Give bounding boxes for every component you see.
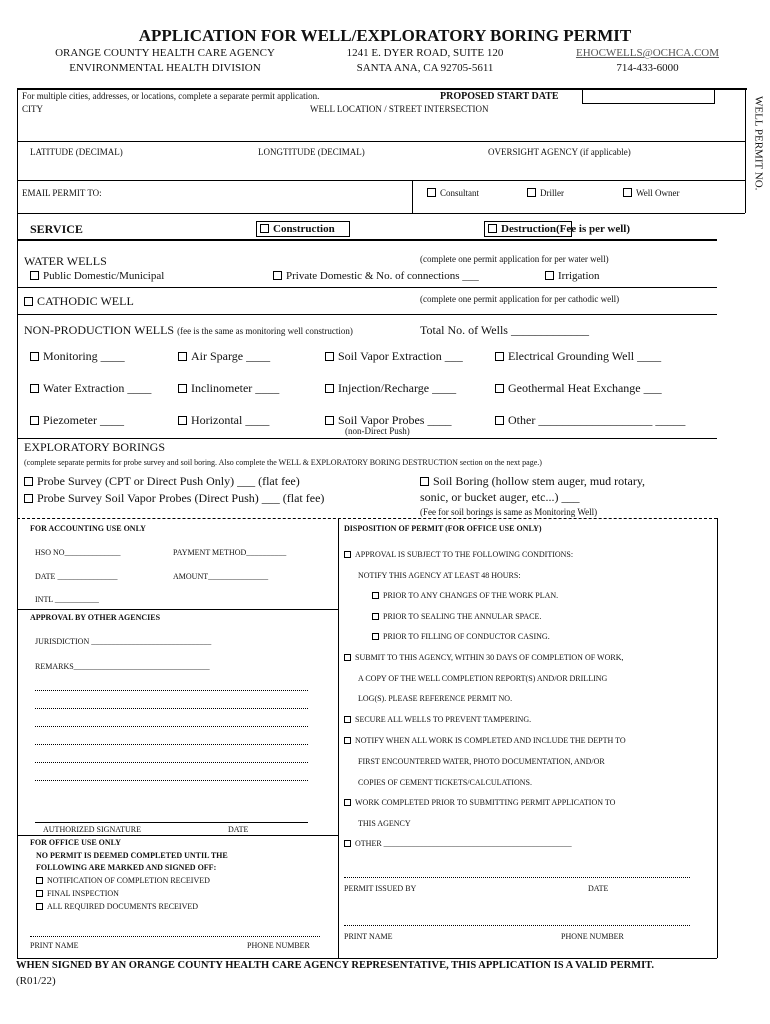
notify-line2: FIRST ENCOUNTERED WATER, PHOTO DOCUMENTATION, AND/OR [358,757,605,766]
inclinometer-checkbox[interactable] [178,384,187,393]
office-note-line2: FOLLOWING ARE MARKED AND SIGNED OFF: [36,863,217,872]
address-line1: 1241 E. DYER ROAD, SUITE 120 [346,47,504,59]
private-domestic-option[interactable]: Private Domestic & No. of connections ___ [273,270,479,283]
electrical-grounding-well-label: Electrical Grounding Well ____ [508,349,662,363]
work-plan-checkbox[interactable] [372,592,379,599]
phone-number: 714-433-6000 [616,62,679,74]
water-wells-title: WATER WELLS [24,254,107,268]
electrical-grounding-well-checkbox[interactable] [495,352,504,361]
driller-checkbox[interactable] [527,188,536,197]
water-extraction-label: Water Extraction ____ [43,381,152,395]
office-phone-label: PHONE NUMBER [247,941,310,950]
electrical-grounding-well-option[interactable] [495,350,661,364]
authorized-signature-label: AUTHORIZED SIGNATURE [43,825,141,834]
disposition-print-name-label: PRINT NAME [344,932,393,941]
proposed-start-label: PROPOSED START DATE [440,91,559,102]
documents-received-option[interactable]: ALL REQUIRED DOCUMENTS RECEIVED [36,902,198,911]
city-label: CITY [22,104,43,114]
soil-vapor-probes-label: Soil Vapor Probes ____ [338,413,452,427]
notify-completion-checkbox[interactable] [344,737,351,744]
proposed-start-field[interactable] [582,89,715,104]
other-well-label: Other ___________________ _____ [508,413,686,427]
prior-sealing-option[interactable]: PRIOR TO SEALING THE ANNULAR SPACE. [372,612,541,621]
air-sparge-label: Air Sparge ____ [191,349,271,363]
valid-permit-statement: WHEN SIGNED BY AN ORANGE COUNTY HEALTH CARE AGENCY REPRESENTATIVE, THIS APPLICATION IS A VALID PERMIT. [16,960,655,971]
private-domestic-checkbox[interactable] [273,271,282,280]
office-use-title: FOR OFFICE USE ONLY [30,838,122,847]
well-location-label: WELL LOCATION / STREET INTERSECTION [310,104,489,114]
piezometer-label: Piezometer ____ [43,413,124,427]
remarks-line[interactable] [35,744,308,745]
notification-checkbox[interactable] [36,877,43,884]
geothermal-heat-exchange-checkbox[interactable] [495,384,504,393]
notify-line3: COPIES OF CEMENT TICKETS/CALCULATIONS. [358,778,532,787]
disposition-title: DISPOSITION OF PERMIT (FOR OFFICE USE ONLY) [344,524,542,533]
final-inspection-option[interactable]: FINAL INSPECTION [36,889,119,898]
remarks-field[interactable]: REMARKS__________________________________ [35,662,210,671]
remarks-line[interactable] [35,690,308,691]
well-owner-option[interactable]: Well Owner [623,188,680,198]
injection-recharge-checkbox[interactable] [325,384,334,393]
monitoring-label: Monitoring ____ [43,349,125,363]
soil-boring-checkbox[interactable] [420,477,429,486]
water-wells-note: (complete one permit application for per water well) [420,254,609,264]
non-production-title: NON-PRODUCTION WELLS (fee is the same as monitoring well construction) [24,323,353,337]
probe-cpt-checkbox[interactable] [24,477,33,486]
air-sparge-option[interactable] [178,350,270,364]
agency-name: ORANGE COUNTY HEALTH CARE AGENCY [55,47,275,59]
other-well-checkbox[interactable] [495,416,504,425]
service-label: SERVICE [30,222,83,236]
submit-line2: A COPY OF THE WELL COMPLETION REPORT(S) AND/OR DRILLING [358,674,608,683]
signature-date-label: DATE [228,825,249,834]
approval-conditions-checkbox[interactable] [344,551,351,558]
cathodic-note: (complete one permit application for per cathodic well) [420,294,620,304]
well-owner-checkbox[interactable] [623,188,632,197]
public-domestic-checkbox[interactable] [30,271,39,280]
intl-field[interactable]: INTL ___________ [35,595,99,604]
disposition-phone-label: PHONE NUMBER [561,932,624,941]
work-line2: THIS AGENCY [358,819,411,828]
construction-label: Construction [273,223,335,235]
probe-survey-vapor-option[interactable]: Probe Survey Soil Vapor Probes (Direct Push) ___ (flat fee) [24,492,324,506]
air-sparge-checkbox[interactable] [178,352,187,361]
work-completed-option[interactable]: WORK COMPLETED PRIOR TO SUBMITTING PERMIT APPLICATION TO [344,798,615,807]
injection-recharge-label: Injection/Recharge ____ [338,381,457,395]
secure-wells-option[interactable]: SECURE ALL WELLS TO PREVENT TAMPERING. [344,715,531,724]
destruction-checkbox[interactable] [488,224,497,233]
monitoring-option[interactable] [30,350,125,364]
notify-48-label: NOTIFY THIS AGENCY AT LEAST 48 HOURS: [358,571,521,580]
approval-conditions-option[interactable]: APPROVAL IS SUBJECT TO THE FOLLOWING CONDITIONS: [344,550,573,559]
water-extraction-checkbox[interactable] [30,384,39,393]
monitoring-checkbox[interactable] [30,352,39,361]
city-location-field[interactable] [18,116,745,141]
accounting-date-field[interactable]: DATE _______________ [35,572,118,581]
consultant-option[interactable]: Consultant [427,188,479,198]
soil-vapor-extraction-label: Soil Vapor Extraction ___ [338,349,463,363]
horizontal-label: Horizontal ____ [191,413,270,427]
remarks-line[interactable] [35,708,308,709]
other-option[interactable]: OTHER _______________________________________________ [344,839,572,848]
notify-completion-option[interactable]: NOTIFY WHEN ALL WORK IS COMPLETED AND INCLUDE THE DEPTH TO [344,736,626,745]
cathodic-well-option[interactable]: CATHODIC WELL [24,295,134,309]
multiple-location-note: For multiple cities, addresses, or locations, complete a separate permit application. [22,91,320,101]
permit-issued-by-label: PERMIT ISSUED BY [344,884,417,893]
documents-checkbox[interactable] [36,903,43,910]
soil-boring-option[interactable]: Soil Boring (hollow stem auger, mud rotary, [420,475,645,489]
soil-boring-fee-note: (Fee for soil borings is same as Monitoring Well) [420,507,598,517]
soil-vapor-extraction-option[interactable] [325,350,463,364]
total-wells-field[interactable]: Total No. of Wells _____________ [420,323,589,337]
remarks-line[interactable] [35,780,308,781]
payment-method-field[interactable]: PAYMENT METHOD__________ [173,548,287,557]
driller-option[interactable]: Driller [527,188,564,198]
injection-recharge-option[interactable] [325,382,456,396]
consultant-checkbox[interactable] [427,188,436,197]
work-completed-checkbox[interactable] [344,799,351,806]
issued-date-label: DATE [588,884,609,893]
water-extraction-option[interactable] [30,382,151,396]
remarks-line[interactable] [35,762,308,763]
office-print-name-label: PRINT NAME [30,941,79,950]
revision-label: (R01/22) [16,975,56,987]
notification-received-option[interactable]: NOTIFICATION OF COMPLETION RECEIVED [36,876,210,885]
division-name: ENVIRONMENTAL HEALTH DIVISION [69,62,261,74]
irrigation-option[interactable]: Irrigation [545,270,600,283]
well-permit-no-label: WELL PERMIT NO. [752,96,765,191]
jurisdiction-field[interactable]: JURISDICTION ______________________________ [35,637,212,646]
probe-survey-cpt-option[interactable]: Probe Survey (CPT or Direct Push Only) ___ (flat fee) [24,475,300,489]
horizontal-checkbox[interactable] [178,416,187,425]
latitude-label: LATITUDE (DECIMAL) [30,147,123,157]
sealing-checkbox[interactable] [372,613,379,620]
fee-per-well-note: (Fee is per well) [556,223,631,235]
piezometer-option[interactable] [30,414,124,428]
address-line2: SANTA ANA, CA 92705-5611 [356,62,494,74]
horizontal-option[interactable] [178,414,269,428]
public-domestic-option[interactable]: Public Domestic/Municipal [30,270,164,283]
amount-field[interactable]: AMOUNT_______________ [173,572,269,581]
prior-work-plan-option[interactable]: PRIOR TO ANY CHANGES OF THE WORK PLAN. [372,591,558,600]
inclinometer-label: Inclinometer ____ [191,381,280,395]
soil-vapor-extraction-checkbox[interactable] [325,352,334,361]
email-permit-label: EMAIL PERMIT TO: [22,188,102,198]
soil-vapor-probes-checkbox[interactable] [325,416,334,425]
filling-checkbox[interactable] [372,633,379,640]
final-inspection-checkbox[interactable] [36,890,43,897]
prior-filling-option[interactable]: PRIOR TO FILLING OF CONDUCTOR CASING. [372,632,550,641]
construction-checkbox[interactable] [260,224,269,233]
other-well-option[interactable] [495,414,685,428]
email-link[interactable]: EHOCWELLS@OCHCA.COM [575,47,720,59]
inclinometer-option[interactable] [178,382,279,396]
submit-report-option[interactable]: SUBMIT TO THIS AGENCY, WITHIN 30 DAYS OF COMPLETION OF WORK, [344,653,623,662]
hso-field[interactable]: HSO NO______________ [35,548,121,557]
approval-agencies-title: APPROVAL BY OTHER AGENCIES [30,613,161,622]
cathodic-well-checkbox[interactable] [24,297,33,306]
remarks-line[interactable] [35,726,308,727]
longitude-label: LONGTITUDE (DECIMAL) [258,147,365,157]
other-checkbox[interactable] [344,840,351,847]
geothermal-heat-exchange-option[interactable] [495,382,662,396]
exploratory-note: (complete separate permits for probe survey and soil boring. Also complete the WELL & EXPLORATORY BORING DESTRUCTION section on the next page.) [24,458,542,467]
piezometer-checkbox[interactable] [30,416,39,425]
soil-boring-detail: sonic, or bucket auger, etc...) ___ [420,490,580,504]
probe-vapor-checkbox[interactable] [24,494,33,503]
secure-wells-checkbox[interactable] [344,716,351,723]
submit-line3: LOG(S). PLEASE REFERENCE PERMIT NO. [358,694,513,703]
destruction-label: Destruction [501,223,556,235]
submit-report-checkbox[interactable] [344,654,351,661]
irrigation-checkbox[interactable] [545,271,554,280]
oversight-agency-label: OVERSIGHT AGENCY (if applicable) [488,147,631,157]
non-direct-push-note: (non-Direct Push) [345,426,410,436]
office-note-line1: NO PERMIT IS DEEMED COMPLETED UNTIL THE [36,851,228,860]
accounting-title: FOR ACCOUNTING USE ONLY [30,524,146,533]
page-title: APPLICATION FOR WELL/EXPLORATORY BORING PERMIT [138,26,632,45]
exploratory-title: EXPLORATORY BORINGS [24,440,166,454]
geothermal-heat-exchange-label: Geothermal Heat Exchange ___ [508,381,662,395]
